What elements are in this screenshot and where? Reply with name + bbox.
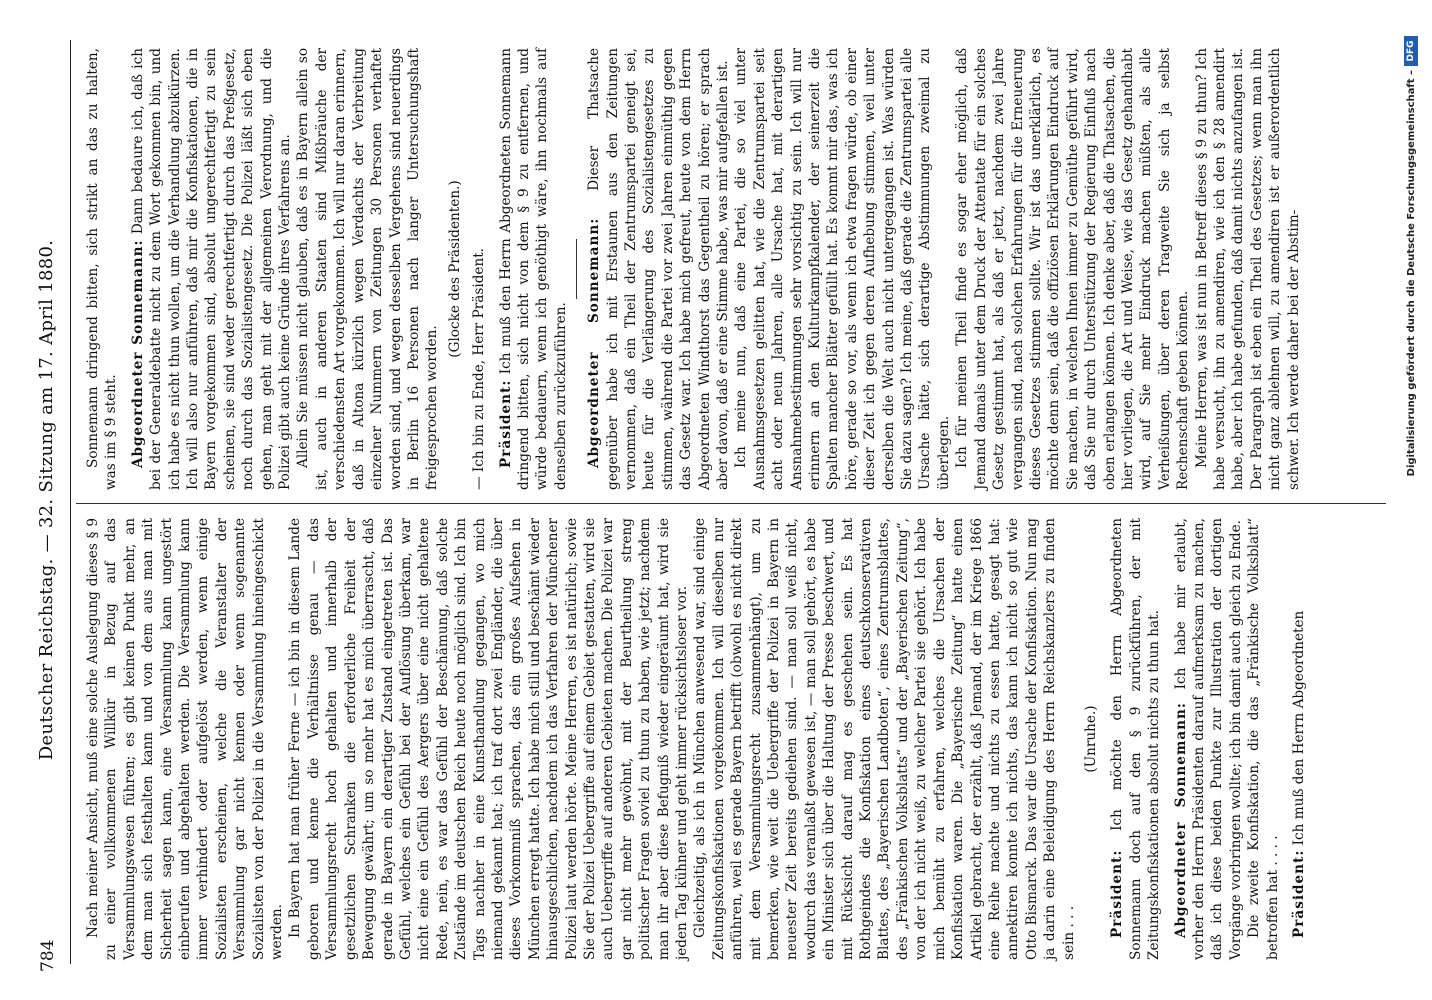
section-rule xyxy=(576,239,577,299)
speaker-name: Präsident: xyxy=(1109,849,1126,938)
stage-direction: (Unruhe.) xyxy=(1082,705,1099,773)
paragraph: Gleichzeitig, als ich in München anwesend war, sind einige Zeitungskonfiskationen vorgekommen. Ich will dieselben nur anführen, weil es gerade Bayern betrifft (obwohl es nicht direkt mit dem Versammlungsrecht zusammenhängt), um zu bemerken, wie weit die Uebergriffe der Polizei in Bayern in neuester Zeit bereits gediehen sind. — man soll weiß nicht, wodurch das veranlaßt gewesen ist, — man soll gehört, es habe ein Minister sich über die Haltung der Presse beschwert, und mit Rücksicht darauf mag es geschehen sein. Es hat Rothgeindes die Konfiskation eines deutschkonservativen Blattes, des „Bayerischen Landboten“, eines Zentrumsblattes, des „Fränkischen Volksblatts“ und der „Bayerischen Zeitung“, von der ich nicht weiß, zu welcher Partei sie gehört. Ich habe mich bemüht zu erfahren, welches die Ursachen der Konfiskation waren. Die „Bayerische Zeitung“ hatte einen Artikel gebracht, der erzählt, daß Jemand, der im Kriege 1866 eine Reihe machte und nichts zu essen hatte, gesagt hat: annektiren konnte ich nichts, das kann ich nicht so gut wie Otto Bismarck. Das war die Ursache der Konfiskation. Nun mag ja darin eine Beleidigung des Herrn Reichskanzlers zu finden sein . . . xyxy=(692,518,1077,960)
running-head: Deutscher Reichstag. — 32. Sitzung am 17. April 1880. xyxy=(36,239,57,761)
speech-text: Ich habe mir erlaubt, vorher den Herrn Präsidenten darauf aufmerksam zu machen, daß ich diese beiden Punkte zur Illustration der dortigen Vorgänge vorbringen wollte; ich bin damit auch gleich zu Ende. xyxy=(1172,518,1244,960)
speech-paragraph xyxy=(585,48,732,490)
speaker-name: Abgeordneter Sonnemann: xyxy=(129,239,146,468)
stage-direction: (Glocke des Präsidenten.) xyxy=(446,180,463,358)
header-rule xyxy=(70,40,71,964)
speech-paragraph xyxy=(1290,518,1308,960)
page-number: 784 xyxy=(38,939,58,972)
paragraph: Allein Sie müssen nicht glauben, daß es in Bayern allein so ist, auch in anderen Staaten sind Mißbräuche der verschiedensten Art vorgekommen. Ich will nur daran erinnern, daß in Altona kürzlich wegen Verdachts der Verbreitung einzelner Nummern von Zeitungen 30 Personen verhaftet worden sind, und wegen desselben Vergehens sind neuerdings in Berlin 16 Personen nach langer Untersuchungshaft freigesprochen worden. xyxy=(295,48,441,490)
speech-text: Dann bedaure ich, daß ich bei der Generaldebatte nicht zu dem Wort gekommen bin, und ich habe es nicht thun wollen, um die Verhandlung abzukürzen. Ich will also nur anführen, daß mir die Konfiskationen, die in Bayern vorgekommen sind, absolut ungerechtfertigt zu sein scheinen, sie sind weder gerechtfertigt durch das Preßgesetz, noch durch das Sozialistengesetz. Die Polizei läßt sich eben gehen, man geht mit der allgemeinen Verordnung, und die Polizei gibt auch keine Gründe ihres Verfahrens an. xyxy=(129,48,294,490)
speech-text: Dieser Thatsache gegenüber habe ich mit Erstaunen aus den Zeitungen vernommen, daß ein Theil der Zentrumspartei geneigt sei, heute für die Verlängerung des Sozialistengesetzes zu stimmen, während die Partei vor zwei Jahren einmüthig gegen das Gesetz war. Ich habe mich gefreut, heute von dem Herrn Abgeordneten Windthorst das Gegentheil zu hören; er sprach aber davon, daß er eine Stimme habe, was mir aufgefallen ist. xyxy=(586,48,731,490)
speech-text: Ich muß den Herrn Abgeordneten Sonnemann dringend bitten, sich nicht von dem § 9 zu entfernen, und würde bedauern, wenn ich genöthigt wäre, ihn nochmals auf denselben zurückzuführen. xyxy=(497,48,569,490)
paragraph: Ich meine nun, daß eine Partei, die so viel unter Ausnahmsgesetzen gelitten hat, wie die Zentrumspartei seit acht oder neun Jahren, alle Ursache hat, mit derartigen Ansnahmebestimmungen sehr vorsichtig zu sein. Ich will nur erinnern an den Kulturkampfkalender, der seinerzeit die Spalten mancher Blätter gefüllt hat. Es kommt mir das, was ich höre, gerade so vor, als wenn ich etwa fragen würde, ob einer dieser Zeit ich gegen deren Aufhebung stimmen, weil unter derselben die Welt auch nicht untergegangen ist. Was würden Sie dazu sagen? Ich meine, daß gerade die Zentrumspartei alle Ursache hätte, sich derartige Abstimmungen zweimal zu überlegen. xyxy=(733,48,952,490)
speaker-name: Abgeordneter Sonnemann: xyxy=(1172,702,1189,938)
paragraph: In Bayern hat man früher Ferne — ich bin in diesem Lande geboren und kenne die Verhältnisse genau — das Versammlungsrecht hoch gehalten und innerhalb der gesetzlichen Schranken die erforderliche Freiheit der Bewegung gewährt; um so mehr hat es mich überrascht, daß gerade in Bayern ein derartiger Zustand eingetreten ist. Das Gefühl, welches ein Gefühl bei der Auflösung überkam, war nicht eine ein Gefühl des Aergers über eine nicht gehaltene Rede, nein, es war das Gefühl der Beschämung, daß solche Zustände im deutschen Reich heute noch möglich sind. Ich bin Tags nachher in eine Kunsthandlung gegangen, wo mich niemand gekannt hat; ich traf dort zwei Engländer, die über dieses Vorkommniß sprachen, das ein großes Aufsehen in München erregt hatte. Ich habe mich still und beschämt wieder hinausgeschlichen, nachdem ich das Verfahren der Münchener Polizei laut werden hörte. Meine Herren, es ist natürlich; sowie Sie der Polizei Uebergriffe auf einem Gebiet gestatten, wird sie auch Uebergriffe auf anderen Gebieten machen. Die Polizei war gar nicht mehr gewöhnt, mit der Beurtheilung streng politischer Fragen soviel zu thun zu haben, wie jetzt; nachdem man ihr aber diese Befugniß wieder eingeräumt hat, wird sie jeden Tag kühner und geht immer rücksichtsloser vor. xyxy=(287,518,690,960)
speaker-name: Präsident: xyxy=(1291,849,1307,938)
speech-text: Ich muß den Herrn Abgeordneten xyxy=(1291,610,1307,846)
paragraph: Sonnemann dringend bitten, sich strikt an das zu halten, was im § 9 steht. xyxy=(85,48,120,490)
speech-paragraph xyxy=(1172,518,1246,960)
speaker-name: Abgeordneter Sonnemann: xyxy=(586,217,603,468)
right-column xyxy=(84,48,1303,490)
speech-paragraph xyxy=(497,48,571,490)
column-divider xyxy=(76,503,1386,504)
speech-paragraph xyxy=(1108,518,1163,960)
speaker-name: Präsident: xyxy=(497,379,514,468)
page-header xyxy=(0,0,78,1000)
speech-paragraph xyxy=(129,48,295,490)
left-column xyxy=(84,518,1308,960)
footer-credit: Digitalisierung gefördert durch die Deutsche Forschungsgemeinschaft – xyxy=(1406,70,1417,477)
speech-text: Ich möchte den Herrn Abgeordneten Sonnemann doch auf den § 9 zurückführen, der mit Zeitungskonfiskationen absolut nichts zu thun hat. xyxy=(1109,518,1163,960)
paragraph: Nach meiner Ansicht, muß eine solche Auslegung dieses § 9 zu einer vollkommenen Willkür in Bezug auf das Versammlungswesen führen; es gibt keinen Punkt mehr, an dem man sich festhalten kann und von dem aus man mit Sicherheit sagen kann, eine Versammlung kann ungestört einberufen und abgehalten werden. Die Versammlung kann immer verhindert oder aufgelöst werden, wenn einige Sozialisten erscheinen, welche die Veranstalter der Versammlung gar nicht kennen oder wenn sogenannte Sozialisten von der Polizei in die Versammlung hineingeschickt werden. xyxy=(85,518,286,960)
paragraph: Die zweite Konfiskation, die das „Fränkische Volksblatt“ betroffen hat . . . . xyxy=(1246,518,1281,960)
paragraph: Meine Herren, was ist nun in Betreff dieses § 9 zu thun? Ich habe versucht, ihn zu amendiren, wie ich den § 28 amendirt habe, aber ich habe gefunden, daß damit nichts anzufangen ist. Der Paragraph ist eben ein Theil des Gesetzes; wenn man ihn nicht ganz ablehnen will, zu amendiren ist er außerordentlich schwer. Ich werde daher bei der Abstim- xyxy=(1193,48,1302,490)
paragraph: — Ich bin zu Ende, Herr Präsident. xyxy=(471,248,488,490)
paragraph: Ich für meinen Theil finde es sogar eher möglich, daß Jemand damals unter dem Druck der Attentate für ein solches Gesetz gestimmt hat, als daß er jetzt, nachdem zwei Jahre vergangen sind, nach solchen Erfahrungen für die Erneuerung dieses Gesetzes stimmen sollte. Wir ist das unerklärlich, es möchte denn sein, daß die offiziösen Erklärungen Eindruck auf Sie machen, in welchen Ihnen immer zu Gemüthe geführt wird, daß Sie nur durch Unterstützung der Regierung Einfluß nach oben erlangen können. Ich denke aber, daß die Thatsachen, die hier vorliegen, die Art und Weise, wie das Gesetz gehandhabt wird, auf Sie mehr Eindruck machen müßten, als alle Verheißungen, über deren Tragweite Sie sich ja selbst Rechenschaft geben können. xyxy=(954,48,1192,490)
dfg-logo-icon: DFG xyxy=(1404,36,1418,66)
